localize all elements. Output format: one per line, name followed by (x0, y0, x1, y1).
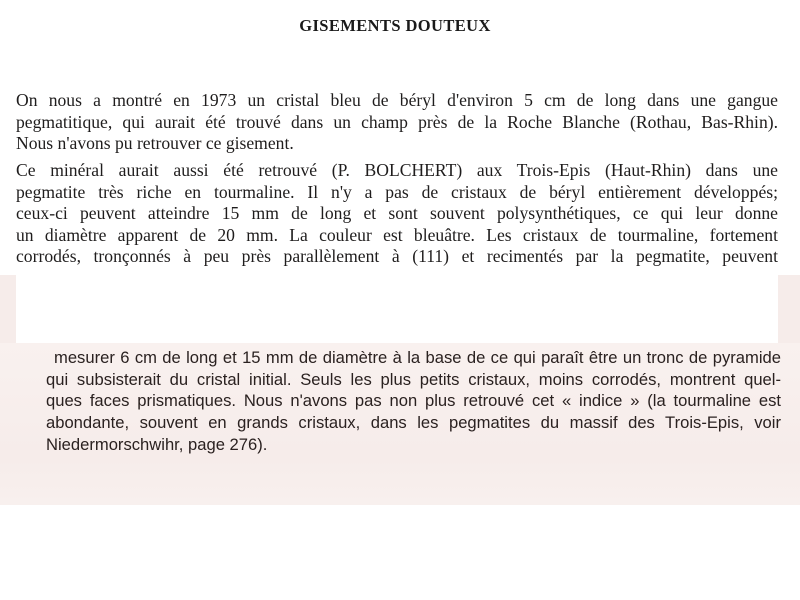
paragraph-continuation (46, 347, 781, 456)
paragraph-trois-epis (16, 160, 778, 268)
blank-gap (16, 275, 778, 343)
paragraph-beryl-roche-blanche (16, 90, 778, 155)
text-line: mesurer 6 cm de long et 15 mm de diamètre à la base de ce qui paraît être un tronc de pyramide (54, 348, 781, 367)
text-line: corrodés, tronçonnés à peu près parallèlement à (111) et recimentés par la pegmatite, peuvent (16, 246, 778, 267)
text-line: qui subsisterait du cristal initial. Seuls les plus petits cristaux, moins corrodés, montrent quel- (46, 369, 781, 389)
scan-margin-right (778, 275, 800, 345)
scan-margin-left (0, 275, 16, 345)
text-line: abondante, souvent en grands cristaux, dans les pegmatites du massif des Trois-Epis, voir (46, 413, 781, 433)
text-line: On nous a montré en 1973 un cristal bleu de béryl d'environ 5 cm de long dans une gangue (16, 90, 778, 110)
text-line: Niedermorschwihr, page 276). (46, 434, 268, 454)
section-title: GISEMENTS DOUTEUX (299, 16, 491, 35)
text-line: ques faces prismatiques. Nous n'avons pas non plus retrouvé cet « indice » (la tourmaline est (46, 391, 781, 411)
text-line: Ce minéral aurait aussi été retrouvé (P. BOLCHERT) aux Trois-Epis (Haut-Rhin) dans une (16, 160, 778, 180)
text-line: ceux-ci peuvent atteindre 15 mm de long et sont souvent polysynthétiques, ce qui leur donne (16, 203, 778, 224)
text-line: un diamètre apparent de 20 mm. La couleur est bleuâtre. Les cristaux de tourmaline, fortement (16, 224, 778, 245)
text-line: pegmatite très riche en tourmaline. Il n'y a pas de cristaux de béryl entièrement développés; (16, 181, 778, 202)
text-line: pegmatitique, qui aurait été trouvé dans un champ près de la Roche Blanche (Rothau, Bas-Rhin). (16, 111, 778, 132)
text-line: Nous n'avons pu retrouver ce gisement. (16, 133, 294, 154)
